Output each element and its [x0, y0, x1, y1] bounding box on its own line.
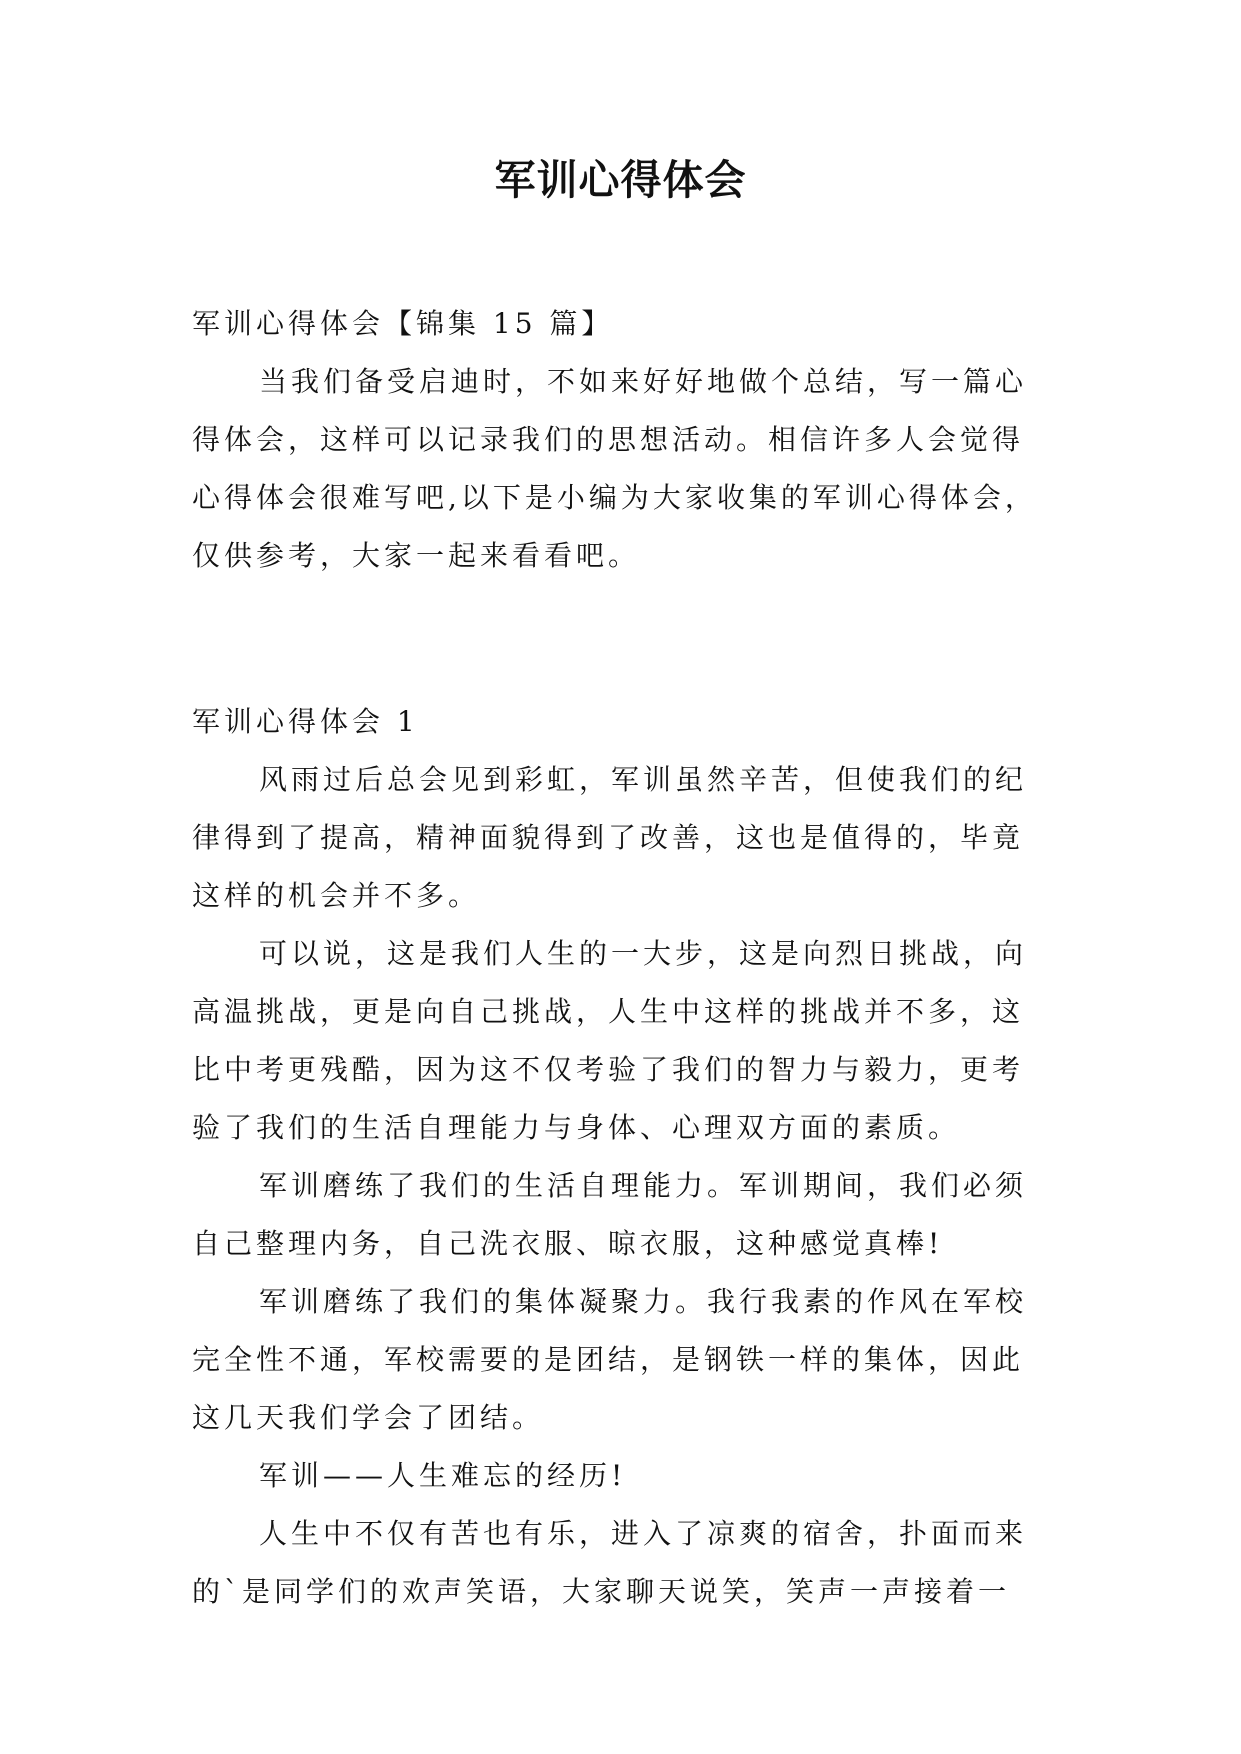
- paragraph-5: [192, 1447, 1054, 1505]
- intro-line: 心得体会很难写吧,以下是小编为大家收集的军训心得体会，: [192, 481, 1037, 514]
- paragraph-line: 军训——人生难忘的经历!: [259, 1459, 627, 1492]
- section-heading: 军训心得体会 1: [192, 705, 419, 738]
- paragraph-1: [192, 751, 1054, 925]
- paragraph-line: 律得到了提高，精神面貌得到了改善，这也是值得的，毕竟: [192, 821, 1025, 854]
- paragraph-line: 可以说，这是我们人生的一大步，这是向烈日挑战，向: [259, 937, 1028, 970]
- paragraph-line: 自己整理内务，自己洗衣服、晾衣服，这种感觉真棒!: [192, 1227, 944, 1260]
- intro-line: 仅供参考，大家一起来看看吧。: [192, 539, 641, 572]
- section-spacer: [192, 585, 1054, 693]
- paragraph-line: 这几天我们学会了团结。: [192, 1401, 545, 1434]
- paragraph-line: 验了我们的生活自理能力与身体、心理双方面的素质。: [192, 1111, 961, 1144]
- paragraph-line: 比中考更残酷，因为这不仅考验了我们的智力与毅力，更考: [192, 1053, 1025, 1086]
- document-title: 军训心得体会: [494, 156, 747, 204]
- document-subtitle: 军训心得体会【锦集 15 篇】: [192, 307, 614, 340]
- paragraph-line: 完全性不通，军校需要的是团结，是钢铁一样的集体，因此: [192, 1343, 1025, 1376]
- paragraph-line: 军训磨练了我们的集体凝聚力。我行我素的作风在军校: [259, 1285, 1028, 1318]
- paragraph-line: 人生中不仅有苦也有乐，进入了凉爽的宿舍，扑面而来: [259, 1517, 1028, 1550]
- intro-line: 当我们备受启迪时，不如来好好地做个总结，写一篇心: [259, 365, 1028, 398]
- paragraph-line: 的`是同学们的欢声笑语，大家聊天说笑，笑声一声接着一: [192, 1575, 1011, 1608]
- paragraph-4: [192, 1273, 1054, 1447]
- paragraph-line: 风雨过后总会见到彩虹，军训虽然辛苦，但使我们的纪: [259, 763, 1028, 796]
- paragraph-3: [192, 1157, 1054, 1273]
- intro-line: 得体会，这样可以记录我们的思想活动。相信许多人会觉得: [192, 423, 1025, 456]
- document-body: [192, 295, 1054, 1621]
- paragraph-line: 这样的机会并不多。: [192, 879, 481, 912]
- paragraph-2: [192, 925, 1054, 1157]
- intro-paragraph: [192, 353, 1054, 585]
- paragraph-line: 军训磨练了我们的生活自理能力。军训期间，我们必须: [259, 1169, 1028, 1202]
- paragraph-6: [192, 1505, 1054, 1621]
- paragraph-line: 高温挑战，更是向自己挑战，人生中这样的挑战并不多，这: [192, 995, 1025, 1028]
